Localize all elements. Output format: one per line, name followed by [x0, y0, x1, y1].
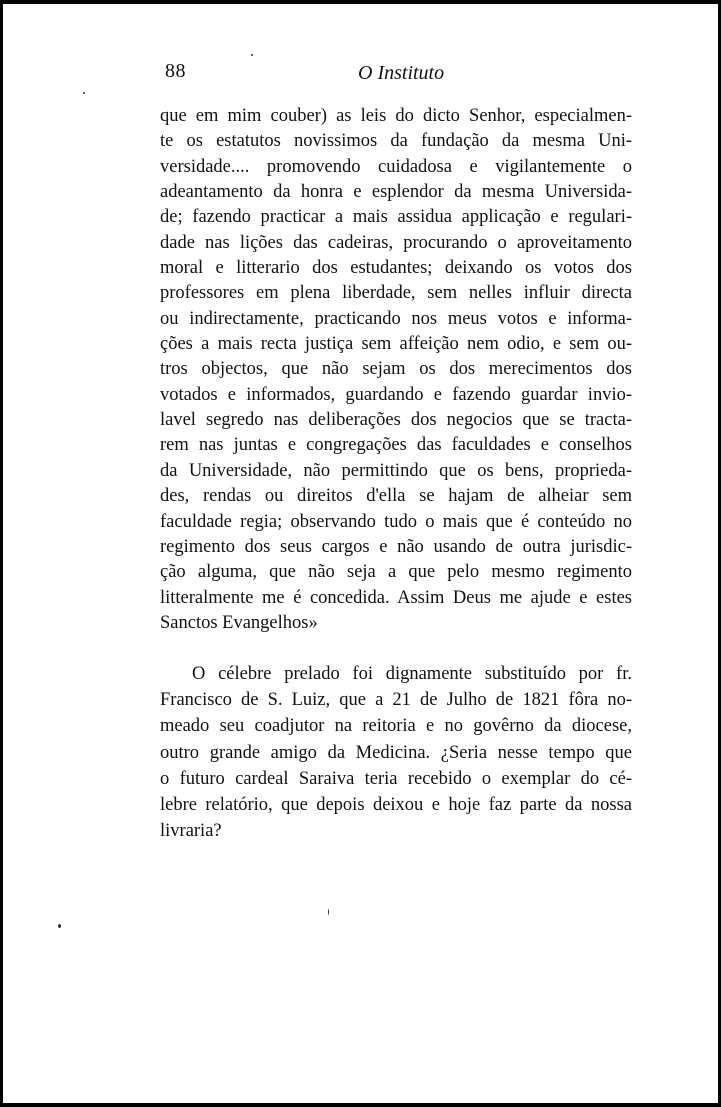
text-line: te os estatutos novissimos da fundação da mesma Uni- — [160, 131, 632, 152]
text-line: ção alguma, que não seja a que pelo mesmo regimento — [160, 562, 632, 583]
text-line: faculdade regia; observando tudo o mais que é conteúdo no — [160, 511, 632, 532]
text-line: tros objectos, que não sejam os dos merecimentos dos — [160, 359, 632, 380]
text-line: lavel segredo nas deliberações dos negocios que se tracta- — [160, 410, 632, 431]
text-line: des, rendas ou direitos d'ella se hajam de alheiar sem — [160, 486, 632, 507]
book-page — [3, 4, 718, 1103]
text-line: O célebre prelado foi dignamente substituído por fr. — [192, 664, 632, 685]
text-line: litteralmente me é concedida. Assim Deus me ajude e estes — [160, 587, 632, 608]
text-line: ções a mais recta justiça sem affeição nem odio, e sem ou- — [160, 334, 632, 355]
text-line: votados e informados, guardando e fazendo guardar invio- — [160, 384, 632, 405]
text-line: da Universidade, não permittindo que os bens, proprieda- — [160, 460, 632, 481]
scan-speck — [58, 924, 61, 928]
paragraph-oath — [160, 104, 632, 636]
text-line: Sanctos Evangelhos» — [160, 612, 318, 633]
text-line: lebre relatório, que depois deixou e hoje faz parte da nossa — [160, 794, 632, 815]
scan-speck — [251, 54, 253, 56]
text-line: adeantamento da honra e esplendor da mesma Universida- — [160, 182, 632, 203]
text-line: rem nas juntas e congregações das faculdades e conselhos — [160, 435, 632, 456]
text-line: dade nas lições das cadeiras, procurando o aproveitamento — [160, 232, 632, 253]
text-line: ou indirectamente, practicando nos meus votos e informa- — [160, 308, 632, 329]
paragraph-spacer — [160, 636, 632, 661]
text-line: que em mim couber) as leis do dicto Senhor, especialmen- — [160, 106, 632, 126]
scan-speck — [328, 909, 329, 915]
text-line: moral e litterario dos estudantes; deixando os votos dos — [160, 258, 632, 279]
text-line: regimento dos seus cargos e não usando de outra jurisdic- — [160, 536, 632, 557]
text-line: meado seu coadjutor na reitoria e no govêrno da diocese, — [160, 716, 632, 737]
text-line: o futuro cardeal Saraiva teria recebido o exemplar do cé- — [160, 768, 632, 789]
text-line: outro grande amigo da Medicina. ¿Seria nesse tempo que — [160, 742, 632, 763]
running-title: O Instituto — [358, 62, 445, 84]
text-line: livraria? — [160, 820, 222, 841]
text-line: Francisco de S. Luiz, que a 21 de Julho de 1821 fôra no- — [160, 690, 632, 711]
text-line: de; fazendo practicar a mais assidua applicação e regulari- — [160, 207, 632, 228]
text-line: versidade.... promovendo cuidadosa e vigilantemente o — [160, 156, 632, 177]
scan-speck — [83, 92, 85, 94]
paragraph-successor — [160, 661, 632, 844]
page-number: 88 — [165, 60, 186, 82]
text-line: professores em plena liberdade, sem nelles influir directa — [160, 283, 632, 304]
body-text — [160, 104, 632, 844]
